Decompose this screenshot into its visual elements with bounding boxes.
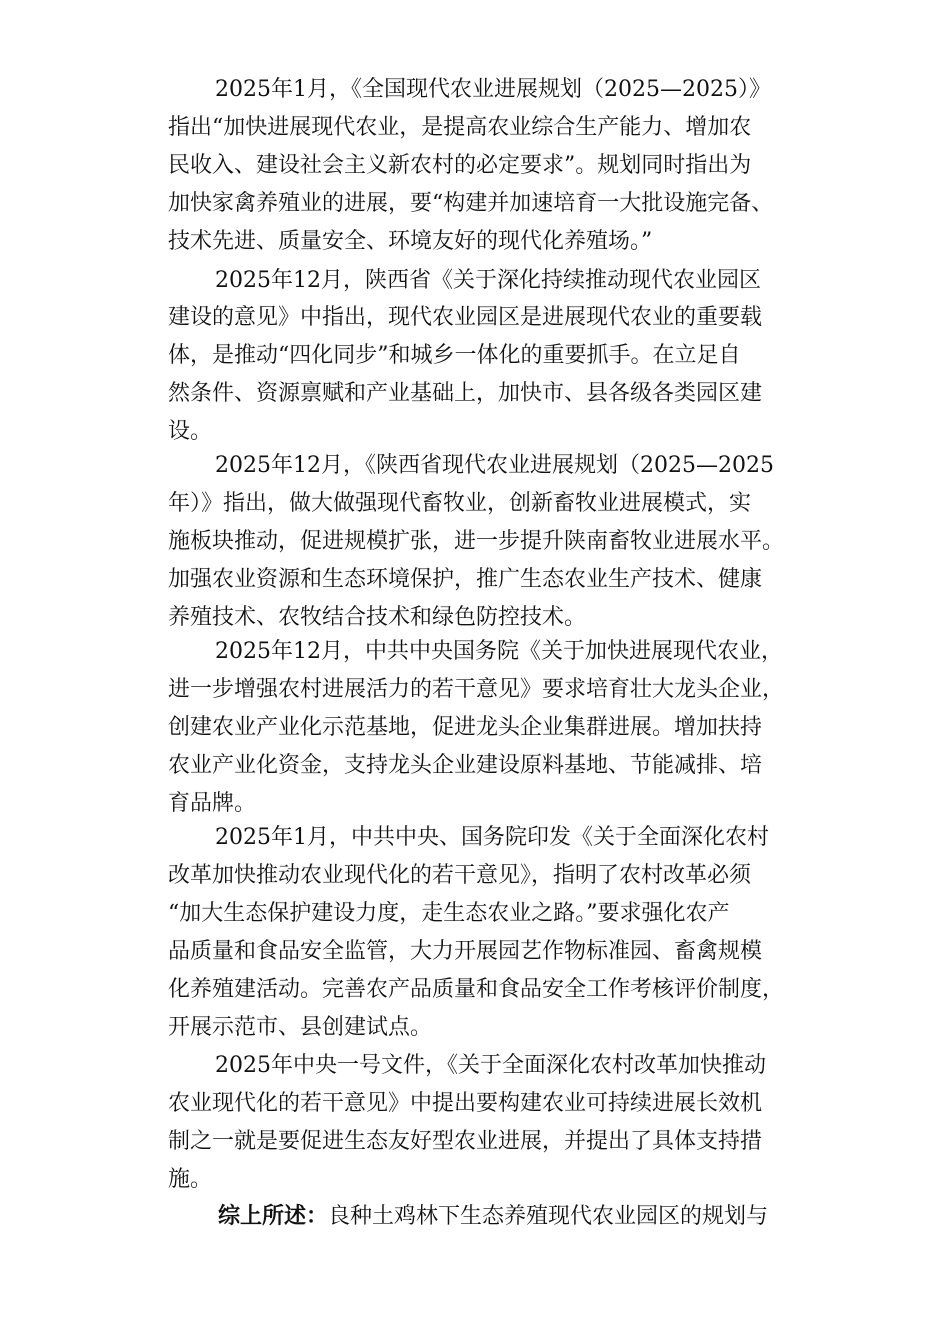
text-line: 创建农业产业化示范基地，促进龙头企业集群进展。增加扶持 xyxy=(168,715,763,740)
text-line: 农业产业化资金，支持龙头企业建设原料基地、节能减排、培 xyxy=(168,753,763,778)
text-line: 民收入、建设社会主义新农村的必定要求”。规划同时指出为 xyxy=(168,153,752,178)
text-line: 育品牌。 xyxy=(168,791,257,816)
text-line: 制之一就是要促进生态友好型农业进展，并提出了具体支持措 xyxy=(168,1129,763,1154)
text-line: 体，是推动“四化同步”和城乡一体化的重要抓手。在立足自 xyxy=(168,343,741,368)
summary-text: 良种土鸡林下生态养殖现代农业园区的规划与 xyxy=(328,1204,769,1229)
text-line: 化养殖建活动。完善农产品质量和食品安全工作考核评价制度， xyxy=(168,977,785,1002)
text-line: 指出“加快进展现代农业，是提高农业综合生产能力、增加农 xyxy=(168,115,752,140)
text-line: 2025年12月，陕西省《关于深化持续推动现代农业园区 xyxy=(215,268,761,293)
text-line: 开展示范市、县创建试点。 xyxy=(168,1015,433,1040)
text-line: 年）》指出，做大做强现代畜牧业，创新畜牧业进展模式，实 xyxy=(168,491,752,516)
text-line: “加大生态保护建设力度，走生态农业之路。”要求强化农产 xyxy=(168,901,730,926)
text-line: 加强农业资源和生态环境保护，推广生态农业生产技术、健康 xyxy=(168,567,763,592)
text-line: 加快家禽养殖业的进展，要“构建并加速培育一大批设施完备、 xyxy=(168,191,774,216)
text-line: 改革加快推动农业现代化的若干意见》，指明了农村改革必须 xyxy=(168,863,752,888)
text-line: 养殖技术、农牧结合技术和绿色防控技术。 xyxy=(168,605,587,630)
summary-label: 综上所述： xyxy=(218,1203,329,1229)
text-line: 2025年1月，中共中央、国务院印发《关于全面深化农村 xyxy=(215,825,769,850)
text-line: 技术先进、质量安全、环境友好的现代化养殖场。” xyxy=(168,229,653,254)
text-line: 设。 xyxy=(168,419,213,444)
summary-line xyxy=(0,1196,950,1236)
text-line: 2025年中央一号文件，《关于全面深化农村改革加快推动 xyxy=(215,1053,766,1078)
text-line: 2025年12月，《陕西省现代农业进展规划（2025—2025 xyxy=(215,453,774,478)
text-line: 进一步增强农村进展活力的若干意见》要求培育壮大龙头企业， xyxy=(168,677,785,702)
text-line: 农业现代化的若干意见》中提出要构建农业可持续进展长效机 xyxy=(168,1091,763,1116)
text-line: 品质量和食品安全监管，大力开展园艺作物标准园、畜禽规模 xyxy=(168,939,763,964)
text-line: 建设的意见》中指出，现代农业园区是进展现代农业的重要载 xyxy=(168,305,763,330)
text-line: 施。 xyxy=(168,1167,213,1192)
text-line: 2025年1月，《全国现代农业进展规划（2025—2025）》 xyxy=(215,77,771,102)
text-line: 施板块推动，促进规模扩张，进一步提升陕南畜牧业进展水平。 xyxy=(168,529,785,554)
text-line: 然条件、资源禀赋和产业基础上，加快市、县各级各类园区建 xyxy=(168,381,763,406)
text-line: 2025年12月，中共中央国务院《关于加快进展现代农业， xyxy=(215,639,783,664)
